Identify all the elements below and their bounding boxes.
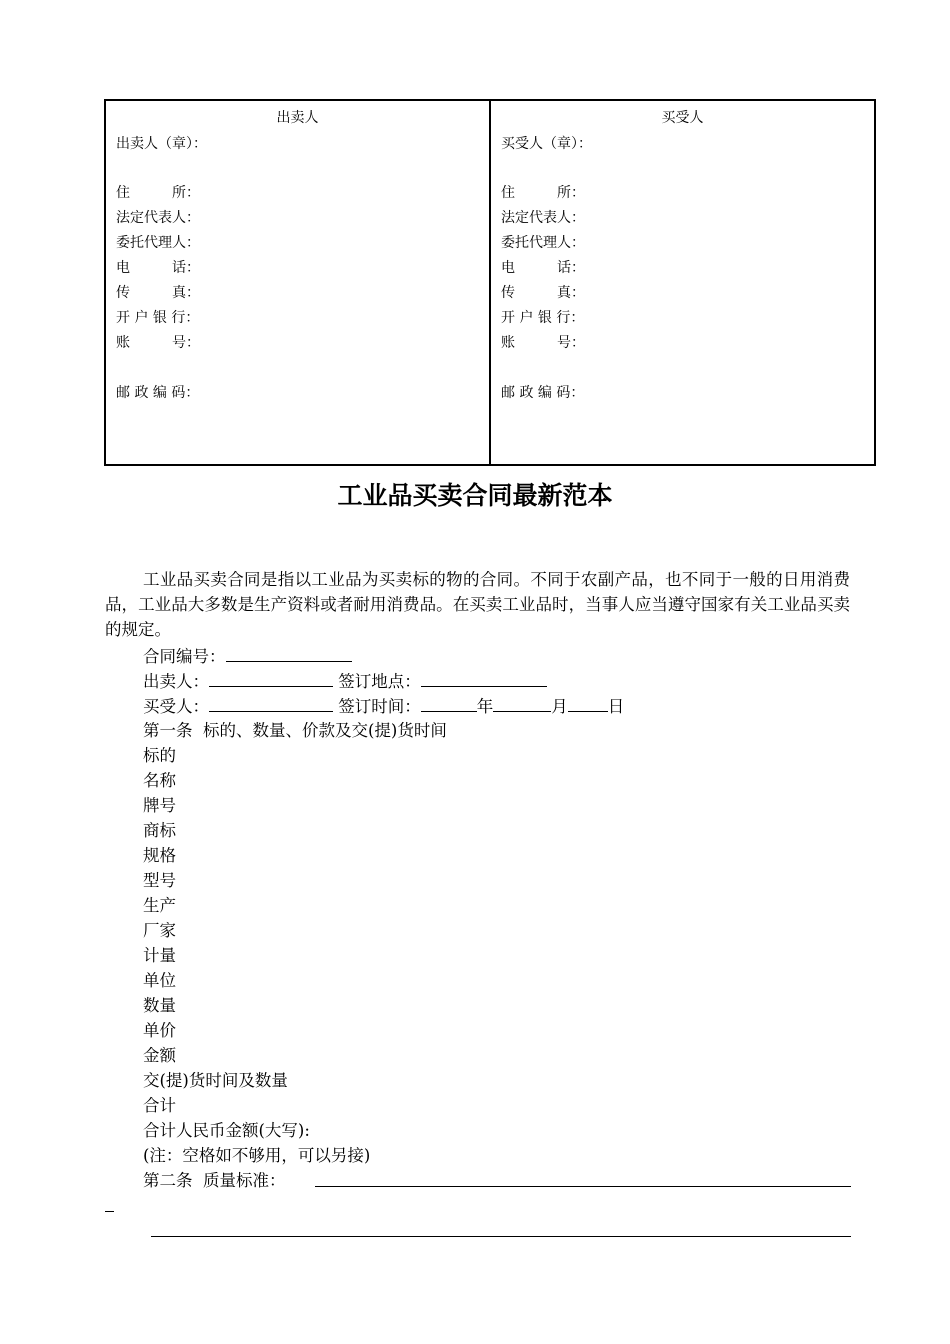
- buyer-line: [143, 693, 624, 719]
- item-line: 单位: [143, 971, 176, 990]
- buyer-agent-field: 委托代理人：: [501, 235, 585, 251]
- item-line: 数量: [143, 996, 176, 1015]
- buyer-seal-field: 买受人（章）：: [501, 136, 592, 152]
- seller-account-field: 账 号：: [116, 335, 200, 351]
- seller-blank[interactable]: [209, 668, 333, 687]
- seller-agent-field: 委托代理人：: [116, 235, 200, 251]
- month-blank[interactable]: [493, 693, 551, 712]
- day-label: 日: [607, 697, 625, 716]
- seller-fax-field: 传 真：: [116, 285, 200, 301]
- seller-column: [106, 101, 491, 464]
- sign-place-blank[interactable]: [421, 668, 547, 687]
- item-line: 合计: [143, 1096, 176, 1115]
- quality-standard-blank-2[interactable]: [151, 1236, 851, 1237]
- item-line: 厂家: [143, 921, 176, 940]
- buyer-phone-field: 电 话：: [501, 260, 585, 276]
- quality-standard-blank[interactable]: [315, 1186, 851, 1187]
- seller-legal-rep-field: 法定代表人：: [116, 210, 200, 226]
- item-line: 金额: [143, 1046, 176, 1065]
- seller-line: [143, 668, 547, 694]
- item-line: 单价: [143, 1021, 176, 1040]
- sign-place-label: 签订地点：: [338, 672, 421, 691]
- article-1-heading: 第一条 标的、数量、价款及交(提)货时间: [143, 721, 447, 740]
- item-line: 标的: [143, 746, 176, 765]
- item-line: 生产: [143, 896, 176, 915]
- contract-number-blank[interactable]: [226, 643, 352, 662]
- day-blank[interactable]: [568, 693, 608, 712]
- buyer-postcode-field: 邮 政 编 码：: [501, 385, 585, 401]
- seller-phone-field: 电 话：: [116, 260, 200, 276]
- contract-number-line: [143, 643, 352, 669]
- buyer-heading: 买受人: [661, 110, 704, 126]
- total-amount-line: 合计人民币金额(大写):: [143, 1121, 310, 1140]
- seller-bank-field: 开 户 银 行：: [116, 310, 200, 326]
- party-info-table: [104, 99, 876, 466]
- seller-address-field: 住 所：: [116, 185, 200, 201]
- year-label: 年: [476, 697, 494, 716]
- buyer-bank-field: 开 户 银 行：: [501, 310, 585, 326]
- sign-time-label: 签订时间：: [338, 697, 421, 716]
- seller-heading: 出卖人: [276, 110, 319, 126]
- item-line: 名称: [143, 771, 176, 790]
- item-line: 牌号: [143, 796, 176, 815]
- item-line: 型号: [143, 871, 176, 890]
- buyer-label: 买受人：: [143, 697, 209, 716]
- month-label: 月: [551, 697, 568, 716]
- buyer-column: [491, 101, 874, 464]
- buyer-address-field: 住 所：: [501, 185, 585, 201]
- buyer-legal-rep-field: 法定代表人：: [501, 210, 585, 226]
- buyer-account-field: 账 号：: [501, 335, 585, 351]
- item-line: 计量: [143, 946, 176, 965]
- seller-label: 出卖人：: [143, 672, 209, 691]
- seller-seal-field: 出卖人（章）：: [116, 136, 207, 152]
- buyer-blank[interactable]: [209, 693, 333, 712]
- note-line: (注：空格如不够用，可以另接): [143, 1146, 371, 1165]
- intro-paragraph: 工业品买卖合同是指以工业品为买卖标的物的合同。不同于农副产品，也不同于一般的日用消费品，工业品大多数是生产资料或者耐用消费品。在买卖工业品时，当事人应当遵守国家有关工业品买卖的规定。: [105, 570, 850, 639]
- article-2-label: 第二条 质量标准：: [143, 1171, 286, 1190]
- buyer-fax-field: 传 真：: [501, 285, 585, 301]
- item-line: 商标: [143, 821, 176, 840]
- year-blank[interactable]: [421, 693, 477, 712]
- item-line: 交(提)货时间及数量: [143, 1071, 288, 1090]
- item-line: 规格: [143, 846, 176, 865]
- document-title: 工业品买卖合同最新范本: [337, 481, 613, 510]
- contract-number-label: 合同编号：: [143, 647, 226, 666]
- wrap-dash: [105, 1211, 114, 1212]
- seller-postcode-field: 邮 政 编 码：: [116, 385, 200, 401]
